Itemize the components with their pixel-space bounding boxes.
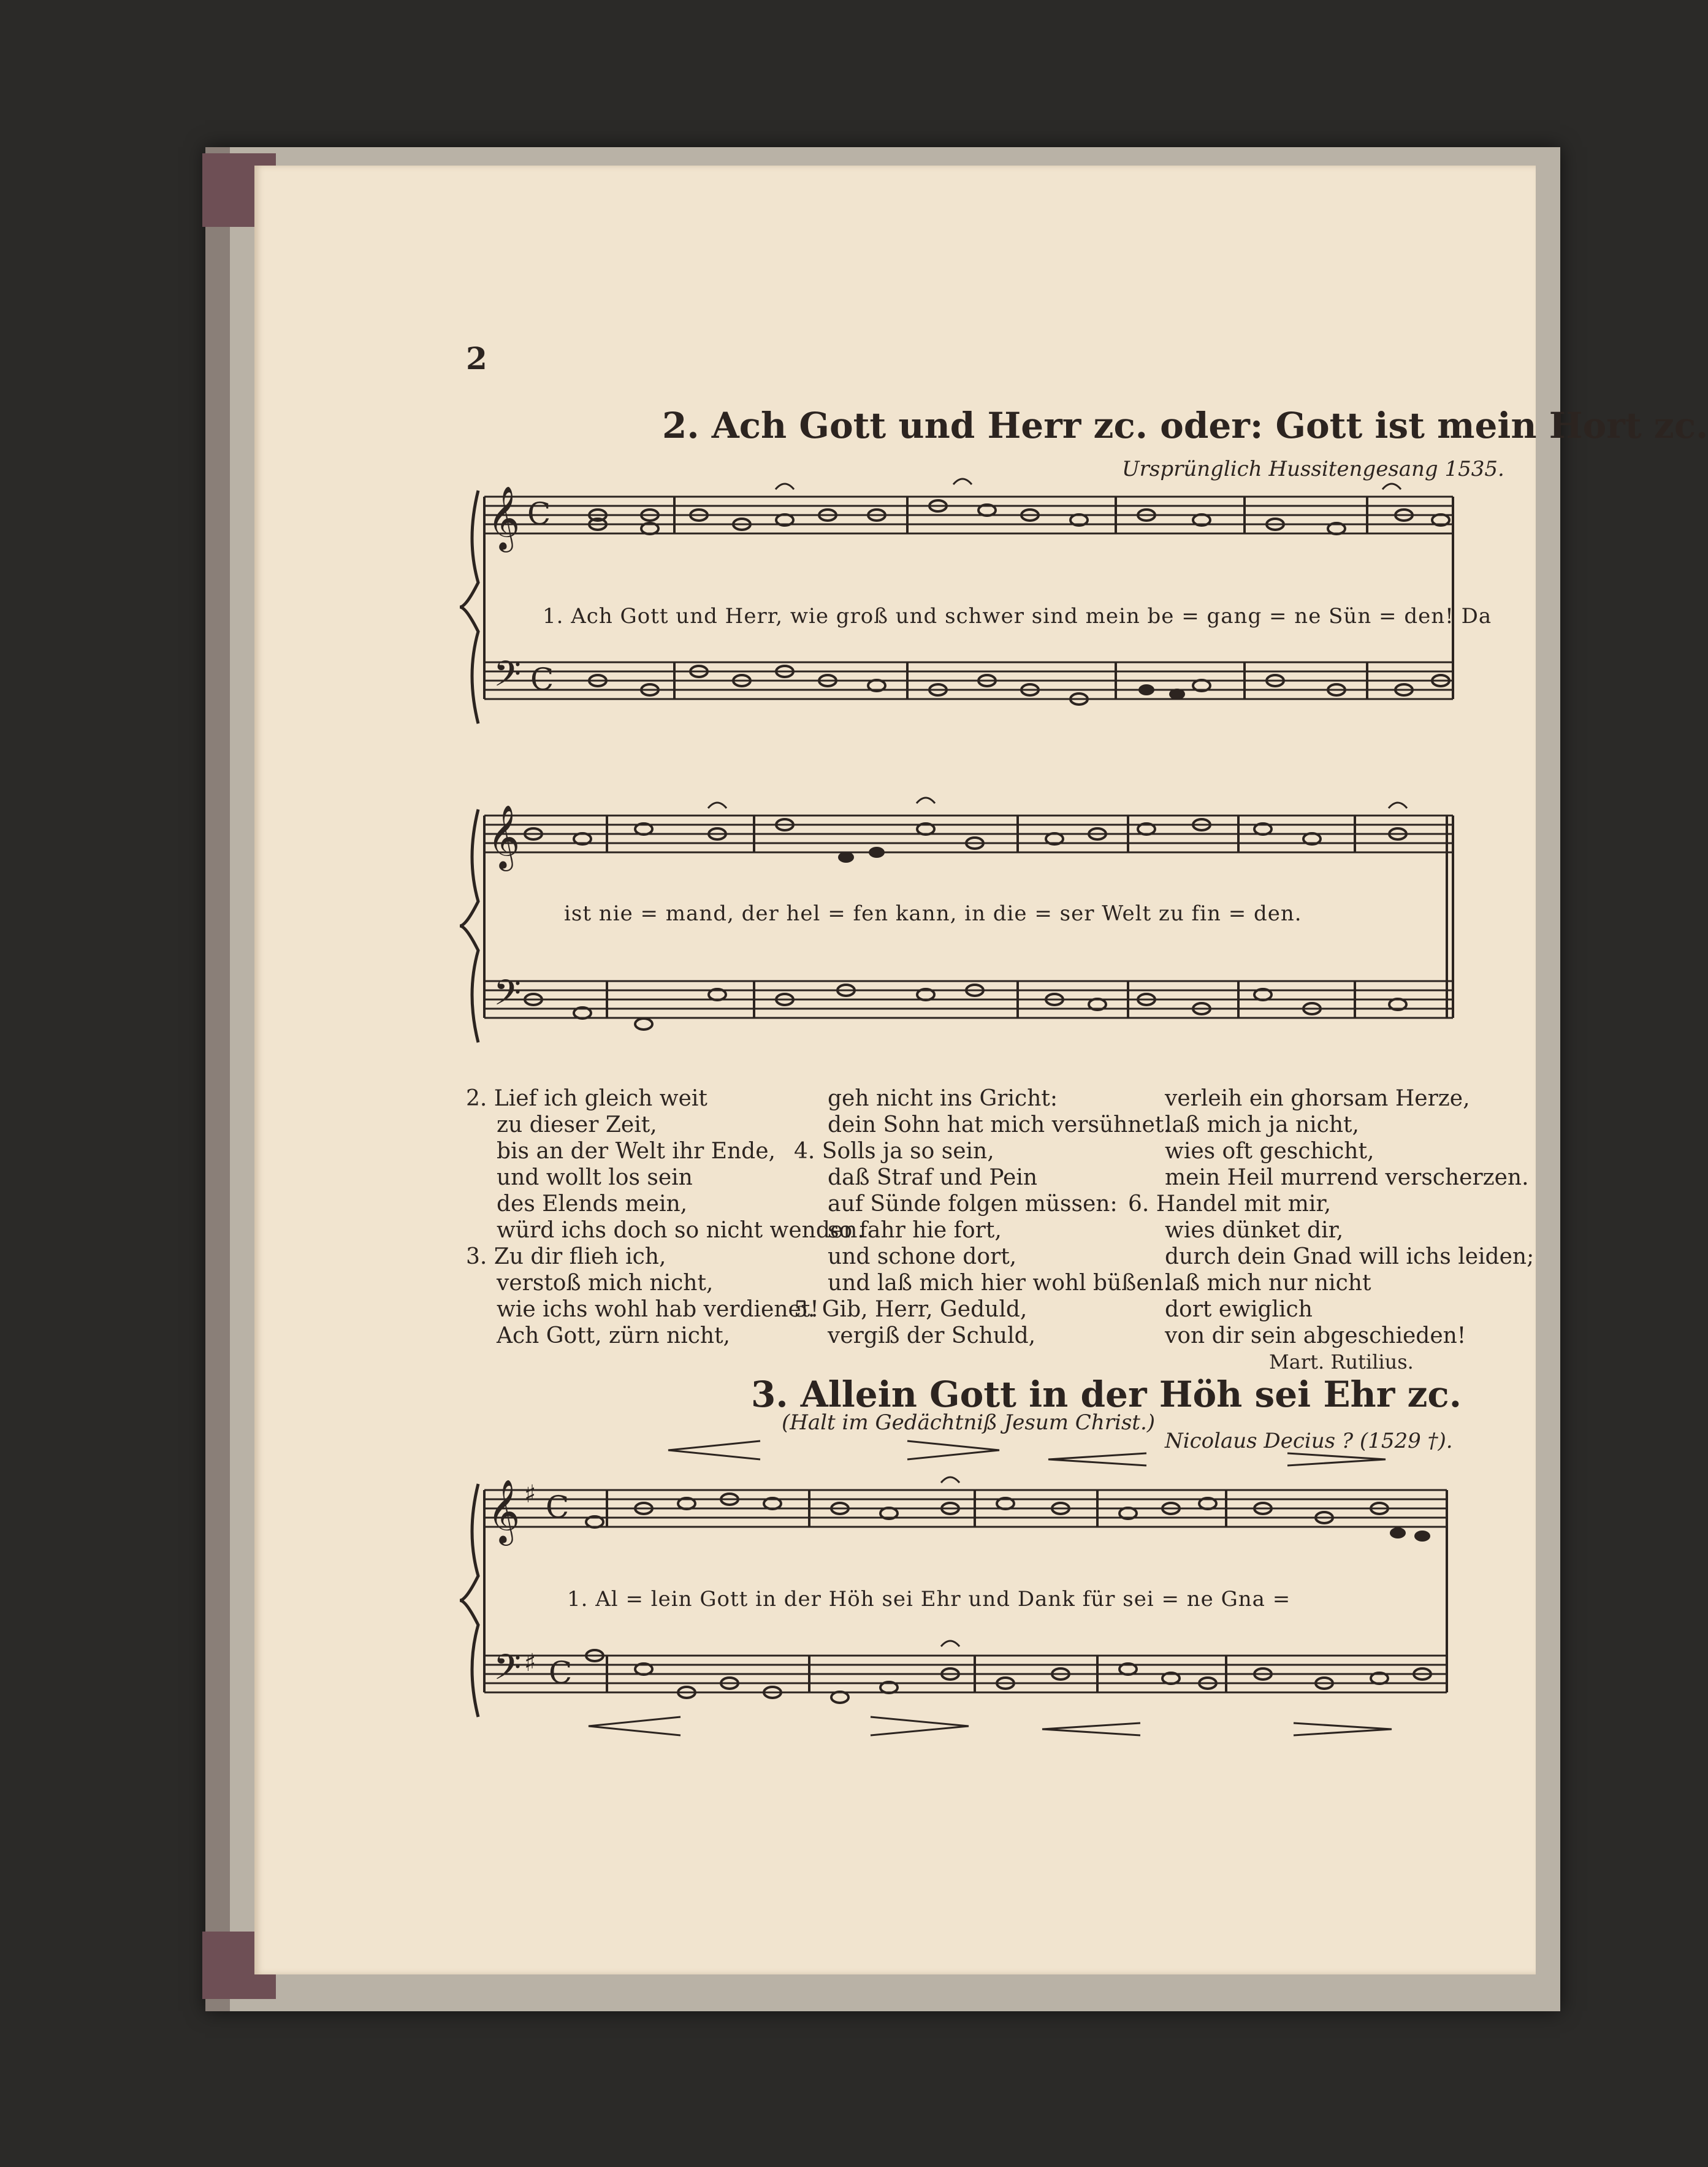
- verse-line: 6. Handel mit mir,: [1128, 1191, 1332, 1217]
- fermata-icons: [776, 479, 1401, 489]
- verse-line: vergiß der Schuld,: [828, 1323, 1036, 1348]
- lyrics-line: 1. Ach Gott und Herr, wie groß und schwer sind mein be = gang = ne Sün = den! Da: [543, 604, 1492, 629]
- verse-line: durch dein Gnad will ichs leiden;: [1165, 1244, 1535, 1269]
- lyrics-line: 1. Al = lein Gott in der Höh sei Ehr und Dank für sei = ne Gna =: [567, 1587, 1291, 1611]
- verse-line: so fahr hie fort,: [828, 1218, 1002, 1243]
- treble-staff: [484, 497, 1453, 533]
- verse-author: Mart. Rutilius.: [1269, 1350, 1414, 1374]
- verse-line: Ach Gott, zürn nicht,: [497, 1323, 730, 1348]
- barlines: [484, 497, 1453, 699]
- sharp-icon: ♯: [524, 1480, 536, 1508]
- verse-line: geh nicht ins Gricht:: [828, 1086, 1058, 1111]
- verse-line: 5. Gib, Herr, Geduld,: [794, 1297, 1027, 1322]
- verse-line: 4. Solls ja so sein,: [794, 1139, 994, 1164]
- verse-line: zu dieser Zeit,: [497, 1112, 657, 1137]
- fermata-icons: [708, 798, 1407, 808]
- time-signature-bass: C: [549, 1655, 573, 1691]
- verse-line: bis an der Welt ihr Ende,: [497, 1139, 776, 1164]
- bass-staff: [484, 662, 1453, 699]
- hymn-attribution: Nicolaus Decius ? (1529 †).: [1165, 1429, 1453, 1453]
- verse-line: und laß mich hier wohl büßen.: [828, 1271, 1171, 1296]
- verse-line: 3. Zu dir flieh ich,: [466, 1244, 666, 1269]
- time-signature-bass: C: [530, 662, 554, 697]
- notes: [589, 500, 1449, 705]
- sharp-icon: ♯: [524, 1649, 536, 1677]
- verse-line: wies oft geschicht,: [1165, 1139, 1374, 1164]
- verse-line: dort ewiglich: [1165, 1297, 1313, 1322]
- verse-line: und wollt los sein: [497, 1165, 693, 1190]
- verse-line: mein Heil murrend verscherzen.: [1165, 1165, 1529, 1190]
- verse-line: wie ichs wohl hab verdienet!: [497, 1297, 819, 1322]
- time-signature-treble: C: [527, 496, 551, 532]
- hymn-subtitle: (Halt im Gedächtniß Jesum Christ.): [782, 1410, 1156, 1435]
- bass-clef-icon: 𝄢: [494, 1646, 522, 1697]
- page-number: 2: [466, 340, 487, 376]
- verse-line: und schone dort,: [828, 1244, 1017, 1269]
- treble-staff: [484, 1490, 1447, 1527]
- treble-clef-icon: 𝄞: [487, 1479, 520, 1543]
- verse-line: laß mich nur nicht: [1165, 1271, 1371, 1296]
- treble-clef-icon: 𝄞: [487, 486, 520, 550]
- treble-clef-icon: 𝄞: [487, 805, 520, 869]
- verse-line: auf Sünde folgen müssen:: [828, 1191, 1118, 1217]
- hymn-attribution: Ursprünglich Hussitengesang 1535.: [1122, 457, 1504, 481]
- lyrics-line: ist nie = mand, der hel = fen kann, in die = ser Welt zu fin = den.: [564, 901, 1302, 926]
- verse-line: des Elends mein,: [497, 1191, 688, 1217]
- verse-line: laß mich ja nicht,: [1165, 1112, 1359, 1137]
- bass-staff: [484, 1656, 1447, 1692]
- bass-clef-icon: 𝄢: [494, 653, 522, 703]
- hymn-title: 2. Ach Gott und Herr zc. oder: Gott ist mein Hort zc.: [662, 405, 1708, 446]
- hymn-title: 3. Allein Gott in der Höh sei Ehr zc.: [751, 1374, 1462, 1415]
- verse-line: dein Sohn hat mich versühnet.: [828, 1112, 1171, 1137]
- music-system-2: [466, 797, 1459, 1055]
- verse-line: wies dünket dir,: [1165, 1218, 1344, 1243]
- verse-line: von dir sein abgeschieden!: [1165, 1323, 1466, 1348]
- verse-line: verstoß mich nicht,: [497, 1271, 714, 1296]
- verse-line: würd ichs doch so nicht wenden.: [497, 1218, 864, 1243]
- verse-line: verleih ein ghorsam Herze,: [1165, 1086, 1470, 1111]
- bass-clef-icon: 𝄢: [494, 972, 522, 1022]
- verse-line: daß Straf und Pein: [828, 1165, 1038, 1190]
- time-signature-treble: C: [546, 1489, 570, 1525]
- verse-line: 2. Lief ich gleich weit: [466, 1086, 707, 1111]
